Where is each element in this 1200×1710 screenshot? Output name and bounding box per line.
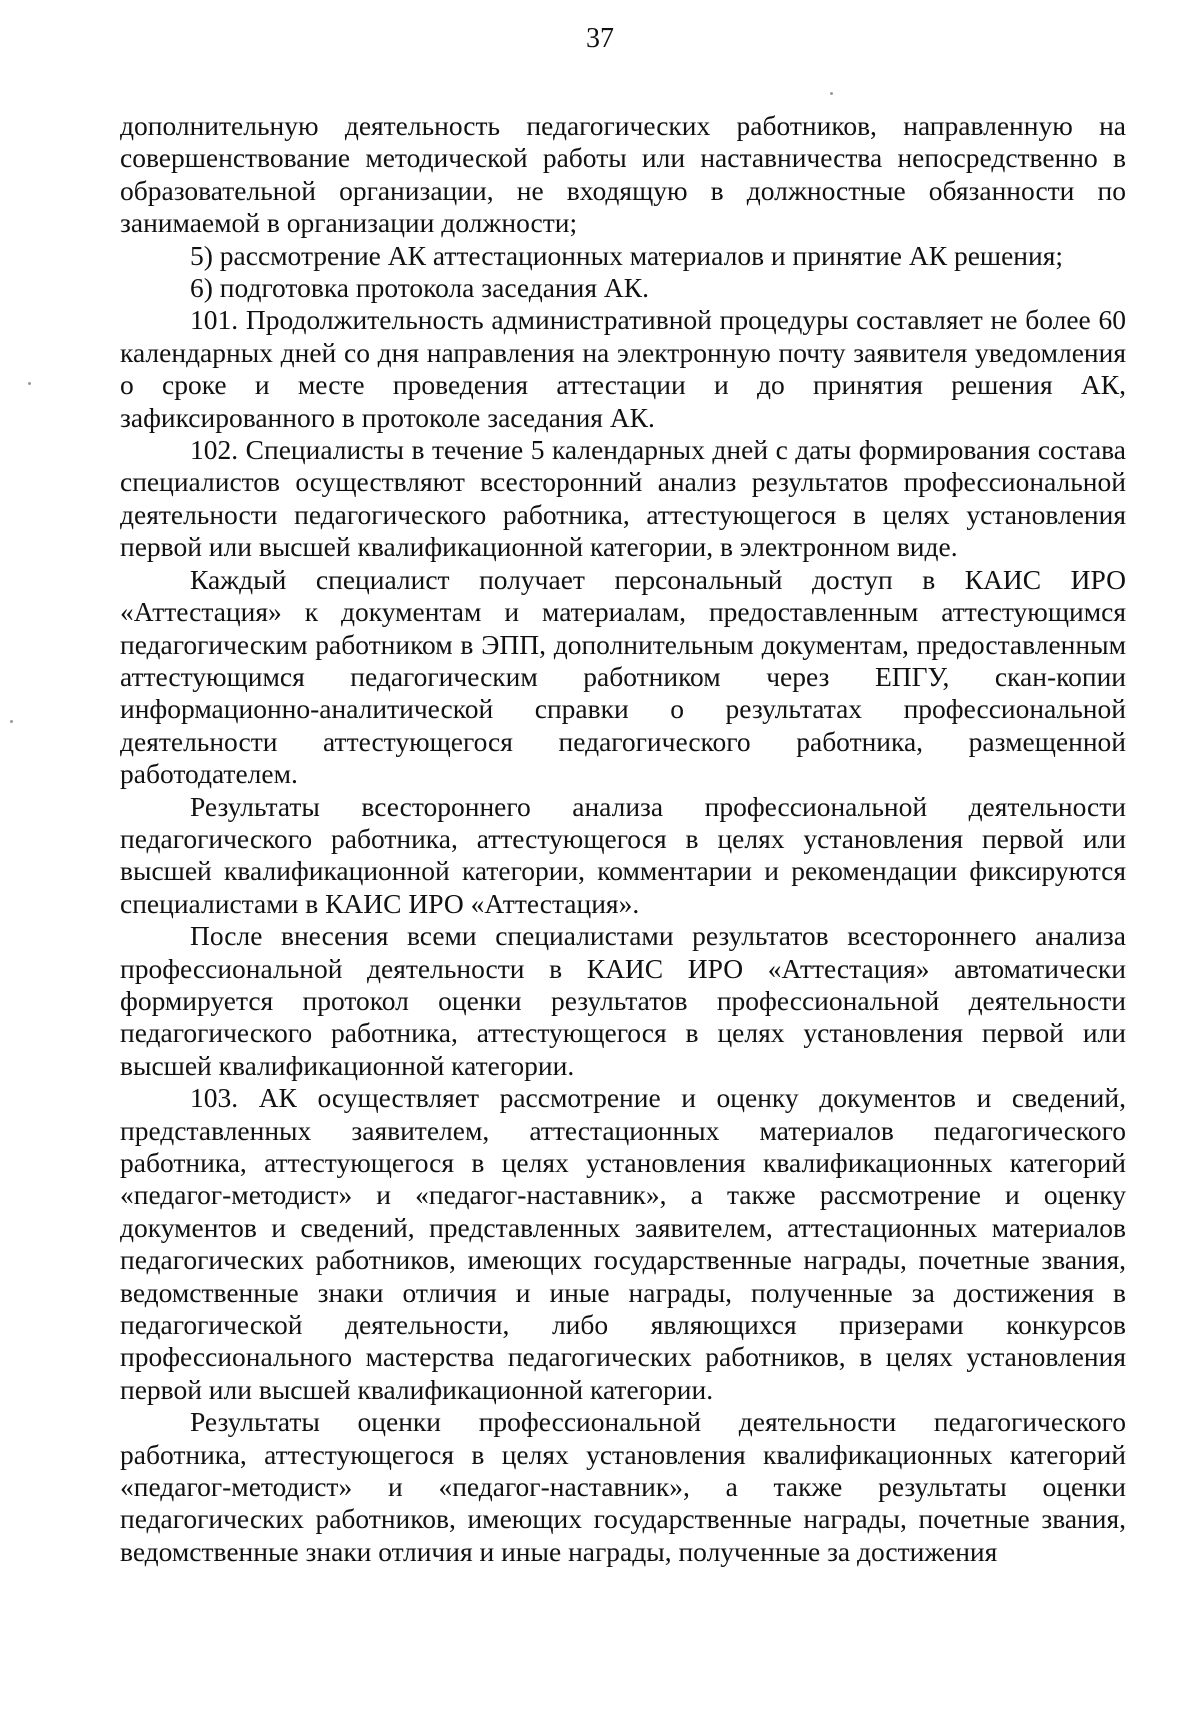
document-body	[120, 110, 1126, 1568]
paragraph: 102. Специалисты в течение 5 календарных дней с даты формирования состава специалистов осуществляют всесторонний анализ результатов профессиональной деятельности педагогического работника, аттестующегося в целях установления первой или высшей квалификационной категории, в электронном виде.	[120, 434, 1126, 563]
paragraph: 103. АК осуществляет рассмотрение и оценку документов и сведений, представленных заявителем, аттестационных материалов педагогического работника, аттестующегося в целях установления квалификационных категорий «педагог-методист» и «педагог-наставник», а также рассмотрение и оценку документов и сведений, представленных заявителем, аттестационных материалов педагогических работников, имеющих государственные награды, почетные звания, ведомственные знаки отличия и иные награды, полученные за достижения в педагогической деятельности, либо являющихся призерами конкурсов профессионального мастерства педагогических работников, в целях установления первой или высшей квалификационной категории.	[120, 1082, 1126, 1405]
scan-speck	[28, 382, 31, 385]
paragraph: Результаты оценки профессиональной деятельности педагогического работника, аттестующегося в целях установления квалификационных категорий «педагог-методист» и «педагог-наставник», а также результаты оценки педагогических работников, имеющих государственные награды, почетные звания, ведомственные знаки отличия и иные награды, полученные за достижения	[120, 1406, 1126, 1567]
paragraph: 101. Продолжительность административной процедуры составляет не более 60 календарных дней со дня направления на электронную почту заявителя уведомления о сроке и месте проведения аттестации и до принятия решения АК, зафиксированного в протоколе заседания АК.	[120, 304, 1126, 433]
paragraph: 5) рассмотрение АК аттестационных материалов и принятие АК решения;	[190, 239, 1064, 271]
scan-speck	[10, 720, 13, 723]
paragraph: Каждый специалист получает персональный доступ в КАИС ИРО «Аттестация» к документам и материалам, предоставленным аттестующимся педагогическим работником в ЭПП, дополнительным документам, предоставленным аттестующимся педагогическим работником через ЕПГУ, скан-копии информационно-аналитической справки о результатах профессиональной деятельности аттестующегося педагогического работника, размещенной работодателем.	[120, 563, 1126, 790]
scan-speck	[830, 92, 833, 95]
paragraph: После внесения всеми специалистами результатов всестороннего анализа профессиональной деятельности в КАИС ИРО «Аттестация» автоматически формируется протокол оценки результатов профессиональной деятельности педагогического работника, аттестующегося в целях установления первой или высшей квалификационной категории.	[120, 920, 1126, 1081]
paragraph: Результаты всестороннего анализа профессиональной деятельности педагогического работника, аттестующегося в целях установления первой или высшей квалификационной категории, комментарии и рекомендации фиксируются специалистами в КАИС ИРО «Аттестация».	[120, 790, 1126, 919]
paragraph: 6) подготовка протокола заседания АК.	[190, 272, 649, 304]
page-number: 37	[586, 23, 614, 54]
paragraph: дополнительную деятельность педагогических работников, направленную на совершенствование методической работы или наставничества непосредственно в образовательной организации, не входящую в должностные обязанности по занимаемой в организации должности;	[120, 110, 1126, 239]
